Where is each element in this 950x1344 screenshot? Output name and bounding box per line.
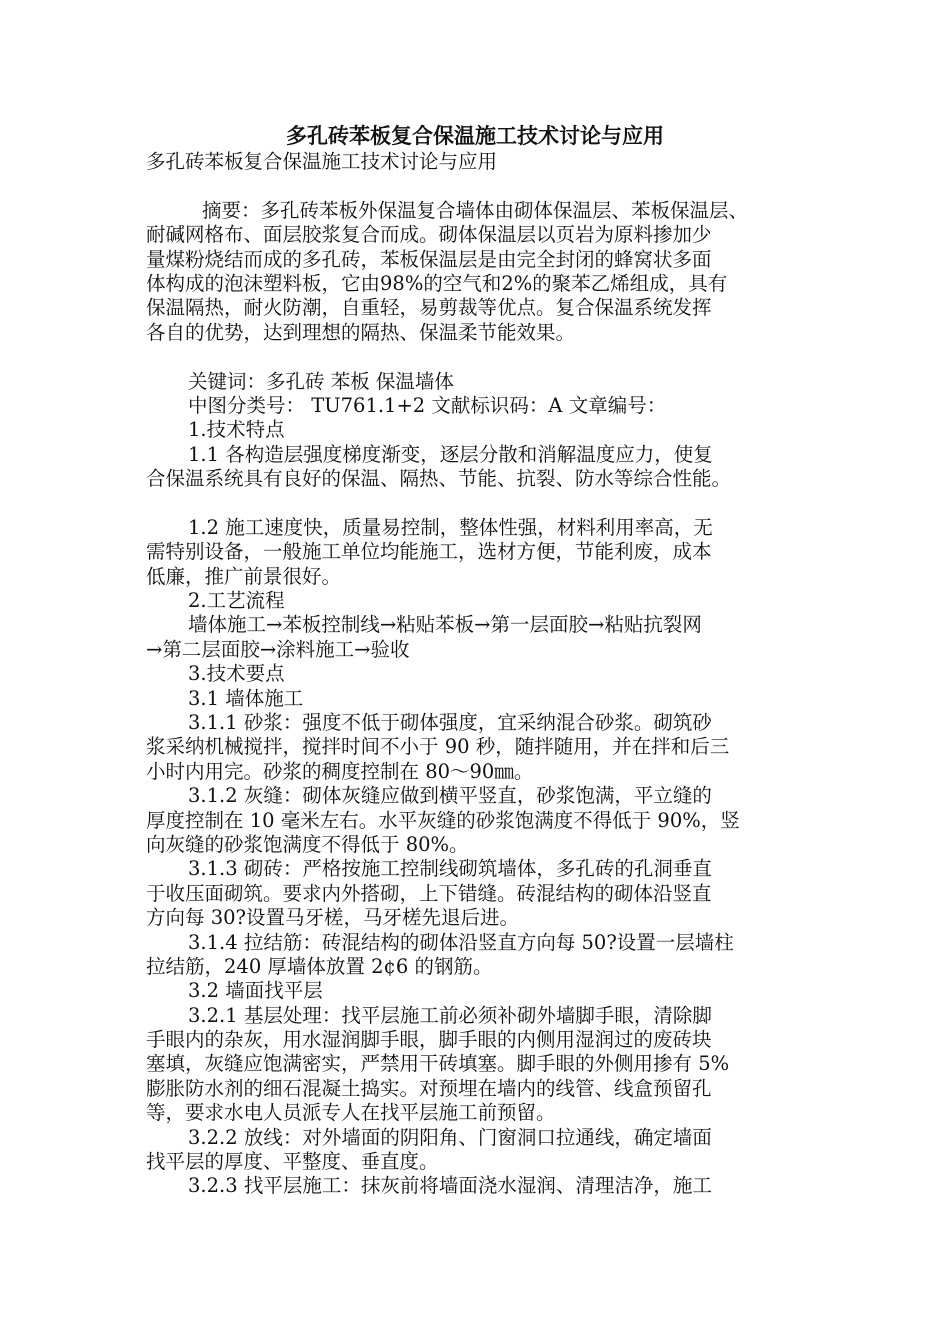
blank-line: [146, 345, 810, 369]
text-line: 3.1.2 灰缝：砌体灰缝应做到横平竖直，砂浆饱满，平立缝的: [188, 784, 712, 808]
text-line: 墙体施工→苯板控制线→粘贴苯板→第一层面胶→粘贴抗裂网: [188, 613, 702, 637]
text-line: 合保温系统具有良好的保温、隔热、节能、抗裂、防水等综合性能。: [146, 467, 732, 491]
text-line: 耐碱网格布、面层胶浆复合而成。砌体保温层以页岩为原料掺加少: [146, 223, 712, 247]
text-line: 需特别设备，一般施工单位均能施工，选材方便，节能利废，成本: [146, 540, 712, 564]
text-line: 2.工艺流程: [188, 589, 285, 613]
document-title: 多孔砖苯板复合保温施工技术讨论与应用: [286, 123, 664, 148]
text-line: 找平层的厚度、平整度、垂直度。: [146, 1150, 439, 1174]
text-line: 各自的优势，达到理想的隔热、保温柔节能效果。: [146, 320, 576, 344]
text-line: 多孔砖苯板复合保温施工技术讨论与应用: [146, 150, 498, 173]
document-body: [146, 150, 810, 1199]
text-line: 1.技术特点: [188, 418, 285, 442]
text-line: 3.1.1 砂浆：强度不低于砌体强度，宜采纳混合砂浆。砌筑砂: [188, 710, 712, 734]
text-line: 中图分类号： TU761.1+2 文献标识码：A 文章编号：: [188, 393, 667, 417]
text-line: 小时内用完。砂浆的稠度控制在 80～90㎜。: [146, 759, 534, 783]
text-line: 关键词：多孔砖 苯板 保温墙体: [188, 369, 454, 393]
text-line: 1.2 施工速度快，质量易控制，整体性强，材料利用率高，无: [188, 515, 713, 539]
text-line: 于收压面砌筑。要求内外搭砌，上下错缝。砖混结构的砌体沿竖直: [146, 881, 712, 905]
text-line: 体构成的泡沫塑料板，它由98%的空气和2%的聚苯乙烯组成，具有: [146, 271, 728, 295]
text-line: 量煤粉烧结而成的多孔砖，苯板保温层是由完全封闭的蜂窝状多面: [146, 247, 712, 271]
text-line: 3.2.1 基层处理：找平层施工前必须补砌外墙脚手眼，清除脚: [188, 1003, 712, 1027]
text-line: 3.2.3 找平层施工：抹灰前将墙面浇水湿润、清理洁净，施工: [188, 1174, 712, 1198]
text-line: 方向每 30?设置马牙槎，马牙槎先退后进。: [146, 906, 519, 930]
text-line: 低廉，推广前景很好。: [146, 564, 342, 588]
text-line: 厚度控制在 10 毫米左右。水平灰缝的砂浆饱满度不得低于 90%，竖: [146, 808, 740, 832]
text-line: 3.1.3 砌砖：严格按施工控制线砌筑墙体，多孔砖的孔洞垂直: [188, 857, 712, 881]
text-line: 膨胀防水剂的细石混凝土捣实。对预埋在墙内的线管、线盒预留孔: [146, 1076, 712, 1100]
text-line: 保温隔热，耐火防潮，自重轻，易剪裁等优点。复合保温系统发挥: [146, 296, 712, 320]
text-line: 塞填，灰缝应饱满密实，严禁用干砖填塞。脚手眼的外侧用掺有 5%: [146, 1052, 730, 1076]
text-line: 手眼内的杂灰，用水湿润脚手眼，脚手眼的内侧用湿润过的废砖块: [146, 1028, 712, 1052]
text-line: 向灰缝的砂浆饱满度不得低于 80%。: [146, 832, 469, 856]
text-line: 浆采纳机械搅拌，搅拌时间不小于 90 秒，随拌随用，并在拌和后三: [146, 735, 730, 759]
text-line: 1.1 各构造层强度梯度渐变，逐层分散和消解温度应力，使复: [188, 442, 713, 466]
blank-line: [146, 174, 810, 198]
text-line: 摘要：多孔砖苯板外保温复合墙体由砌体保温层、苯板保温层、: [202, 198, 749, 222]
text-line: 3.1.4 拉结筋：砖混结构的砌体沿竖直方向每 50?设置一层墙柱: [188, 930, 734, 954]
text-line: 3.2.2 放线：对外墙面的阴阳角、门窗洞口拉通线，确定墙面: [188, 1125, 712, 1149]
text-line: 等，要求水电人员派专人在找平层施工前预留。: [146, 1101, 556, 1125]
text-line: 3.技术要点: [188, 662, 285, 686]
text-line: →第二层面胶→涂料施工→验收: [146, 637, 410, 661]
blank-line: [146, 491, 810, 515]
text-line: 3.2 墙面找平层: [188, 979, 323, 1003]
text-line: 拉结筋，240 厚墙体放置 2¢6 的钢筋。: [146, 954, 493, 978]
text-line: 3.1 墙体施工: [188, 686, 304, 710]
